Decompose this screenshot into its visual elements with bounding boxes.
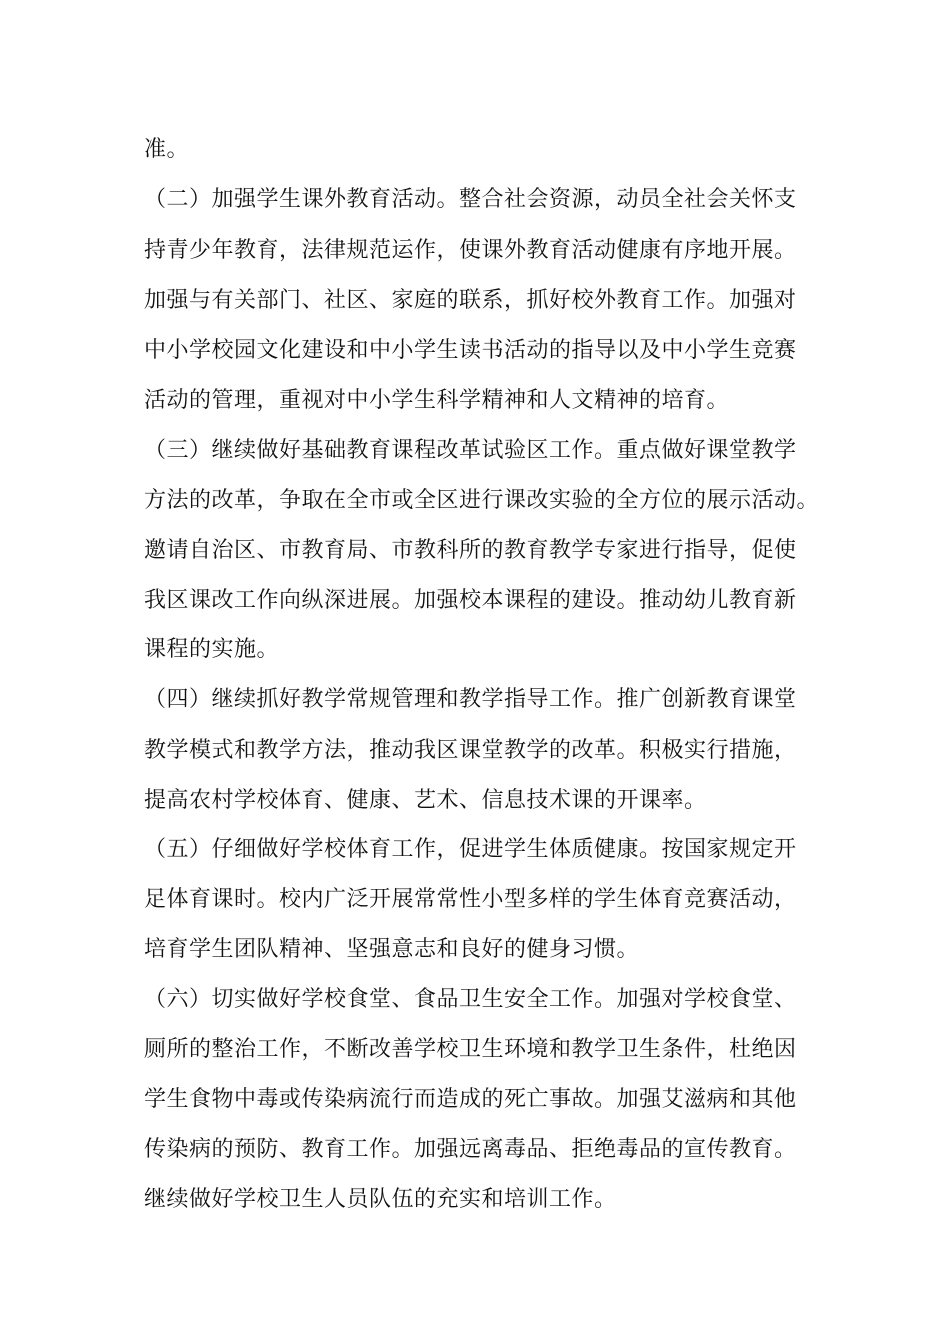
text-line-7: （三）继续做好基础教育课程改革试验区工作。重点做好课堂教学 — [144, 438, 797, 463]
text-line-3: 持青少年教育，法律规范运作，使课外教育活动健康有序地开展。 — [144, 238, 797, 263]
text-line-19: 厕所的整治工作，不断改善学校卫生环境和教学卫生条件，杜绝因 — [144, 1037, 797, 1062]
text-line-1: 准。 — [144, 137, 190, 162]
text-line-17: 培育学生团队精神、坚强意志和良好的健身习惯。 — [144, 937, 640, 962]
text-line-4: 加强与有关部门、社区、家庭的联系，抓好校外教育工作。加强对 — [144, 288, 797, 313]
text-line-9: 邀请自治区、市教育局、市教科所的教育教学专家进行指导，促使 — [144, 538, 797, 563]
text-line-22: 继续做好学校卫生人员队伍的充实和培训工作。 — [144, 1187, 617, 1212]
text-line-10: 我区课改工作向纵深进展。加强校本课程的建设。推动幼儿教育新 — [144, 588, 797, 613]
text-line-5: 中小学校园文化建设和中小学生读书活动的指导以及中小学生竞赛 — [144, 338, 797, 363]
text-line-14: 提高农村学校体育、健康、艺术、信息技术课的开课率。 — [144, 788, 707, 813]
text-line-16: 足体育课时。校内广泛开展常常性小型多样的学生体育竞赛活动， — [144, 887, 797, 912]
text-line-2: （二）加强学生课外教育活动。整合社会资源，动员全社会关怀支 — [144, 187, 797, 212]
text-line-18: （六）切实做好学校食堂、食品卫生安全工作。加强对学校食堂、 — [144, 987, 797, 1012]
text-line-13: 教学模式和教学方法，推动我区课堂教学的改革。积极实行措施， — [144, 738, 797, 763]
text-line-6: 活动的管理，重视对中小学生科学精神和人文精神的培育。 — [144, 388, 730, 413]
text-line-8: 方法的改革，争取在全市或全区进行课改实验的全方位的展示活动。 — [144, 488, 820, 513]
text-line-12: （四）继续抓好教学常规管理和教学指导工作。推广创新教育课堂 — [144, 687, 797, 712]
text-line-21: 传染病的预防、教育工作。加强远离毒品、拒绝毒品的宣传教育。 — [144, 1137, 797, 1162]
text-line-11: 课程的实施。 — [144, 637, 280, 662]
text-line-15: （五）仔细做好学校体育工作，促进学生体质健康。按国家规定开 — [144, 837, 797, 862]
text-line-20: 学生食物中毒或传染病流行而造成的死亡事故。加强艾滋病和其他 — [144, 1087, 797, 1112]
